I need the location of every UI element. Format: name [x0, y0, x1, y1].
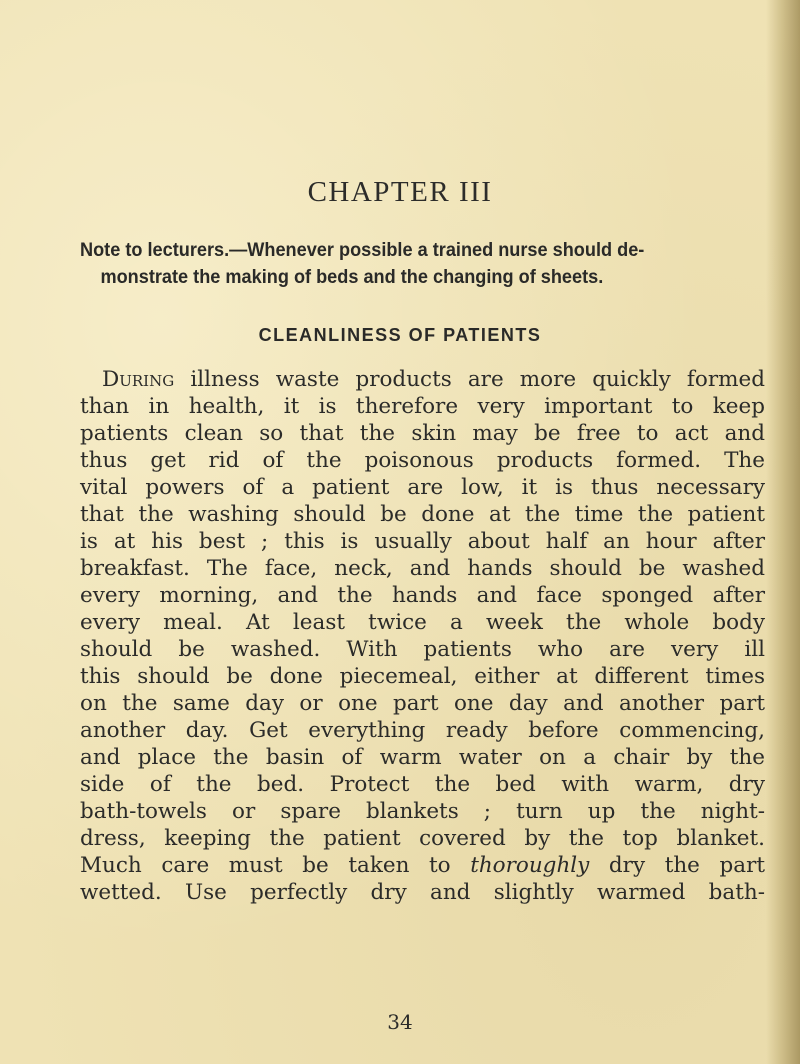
lecturer-note-line-1: Note to lecturers.—Whenever possible a trained nurse should de- — [80, 239, 645, 261]
paragraph-line: bath-towels or spare blankets ; turn up the night- — [80, 799, 765, 824]
paragraph-line: wetted. Use perfectly dry and slightly warmed bath- — [80, 880, 765, 905]
paragraph-line — [80, 366, 765, 393]
emphasis-line-after: dry the part — [589, 853, 765, 878]
paragraph-line: vital powers of a patient are low, it is thus necessary — [80, 475, 765, 500]
emphasis-line-before: Much care must be taken to — [80, 853, 471, 878]
paragraph-line — [80, 852, 765, 879]
paragraph-line-text: illness waste products are more quickly formed — [174, 367, 765, 392]
paragraph-line: this should be done piecemeal, either at different times — [80, 664, 765, 689]
paragraph-line: that the washing should be done at the time the patient — [80, 502, 765, 527]
lecturer-note-line-2: monstrate the making of beds and the changing of sheets. — [100, 266, 604, 288]
opening-word: During — [102, 367, 175, 392]
page-number: 34 — [387, 1010, 413, 1034]
section-heading: CLEANLINESS OF PATIENTS — [258, 325, 542, 345]
body-paragraph — [80, 366, 765, 906]
paragraph-line: should be washed. With patients who are very ill — [80, 637, 765, 662]
lecturer-note — [80, 237, 722, 291]
paragraph-line: another day. Get everything ready before commencing, — [80, 718, 765, 743]
emphasis-word: thoroughly — [470, 853, 590, 878]
chapter-title: CHAPTER III — [307, 176, 493, 208]
paragraph-line: patients clean so that the skin may be free to act and — [80, 421, 765, 446]
paragraph-line: every meal. At least twice a week the whole body — [80, 610, 765, 635]
paragraph-line: on the same day or one part one day and another part — [80, 691, 765, 716]
paragraph-line: than in health, it is therefore very important to keep — [80, 394, 765, 419]
paragraph-line: side of the bed. Protect the bed with warm, dry — [80, 772, 765, 797]
paragraph-line: every morning, and the hands and face sponged after — [80, 583, 765, 608]
paragraph-line: dress, keeping the patient covered by the top blanket. — [80, 826, 765, 851]
paragraph-line: and place the basin of warm water on a chair by the — [80, 745, 765, 770]
paragraph-line: breakfast. The face, neck, and hands should be washed — [80, 556, 765, 581]
paragraph-line: is at his best ; this is usually about half an hour after — [80, 529, 765, 554]
paragraph-line: thus get rid of the poisonous products formed. The — [80, 448, 765, 473]
